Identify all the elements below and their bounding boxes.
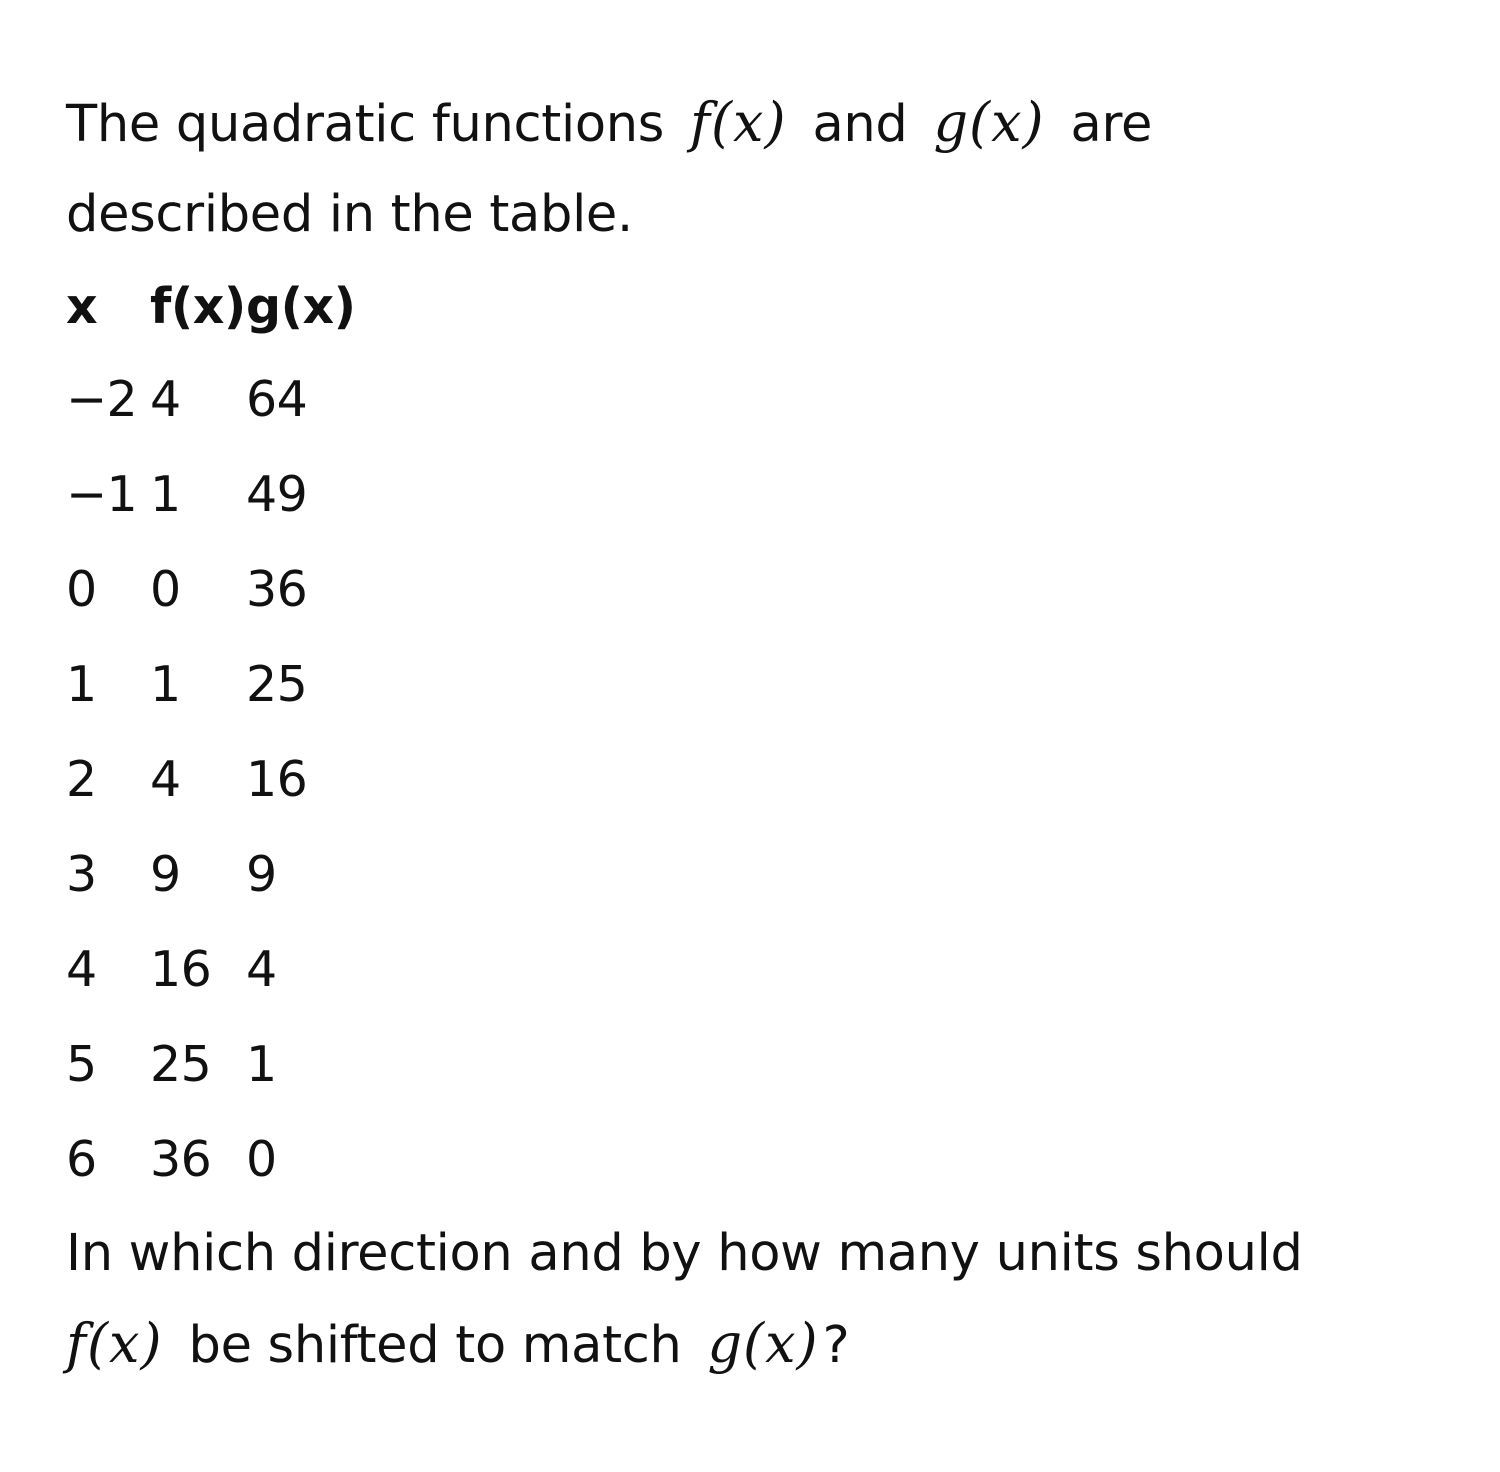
cell-g: 36 <box>246 561 308 618</box>
intro-text-after: are <box>1070 95 1153 154</box>
table-row <box>66 637 366 732</box>
table-header-row <box>66 260 366 352</box>
header-x: x <box>66 277 98 335</box>
question-middle: be shifted to match <box>188 1316 682 1375</box>
table-row <box>66 447 366 542</box>
header-g: g(x) <box>246 277 356 335</box>
table-row <box>66 732 366 827</box>
cell-f: 9 <box>150 846 181 903</box>
table-row <box>66 1017 366 1112</box>
function-values-table <box>66 260 366 1207</box>
question-mark: ? <box>822 1316 850 1375</box>
cell-x: −1 <box>66 466 138 523</box>
cell-g: 1 <box>246 1036 277 1093</box>
question-line1: In which direction and by how many units should <box>66 1224 1303 1283</box>
cell-g: 64 <box>246 371 308 428</box>
cell-x: 3 <box>66 846 97 903</box>
cell-f: 0 <box>150 561 181 618</box>
cell-f: 1 <box>150 656 181 713</box>
question-paragraph <box>66 1209 1446 1391</box>
cell-x: 0 <box>66 561 97 618</box>
cell-f: 1 <box>150 466 181 523</box>
cell-f: 25 <box>150 1036 212 1093</box>
cell-g: 0 <box>246 1131 277 1188</box>
table-row <box>66 922 366 1017</box>
intro-text-line2: described in the table. <box>66 185 633 244</box>
cell-f: 4 <box>150 751 181 808</box>
math-g-of-x: g(x) <box>707 1312 819 1375</box>
cell-f: 4 <box>150 371 181 428</box>
cell-g: 16 <box>246 751 308 808</box>
math-f-of-x: f(x) <box>689 91 787 154</box>
intro-text-before: The quadratic functions <box>66 95 665 154</box>
cell-g: 9 <box>246 846 277 903</box>
cell-x: 6 <box>66 1131 97 1188</box>
table-row <box>66 352 366 447</box>
cell-g: 4 <box>246 941 277 998</box>
cell-x: 5 <box>66 1036 97 1093</box>
problem-document <box>66 78 1446 1391</box>
cell-g: 25 <box>246 656 308 713</box>
cell-f: 16 <box>150 941 212 998</box>
table-row <box>66 542 366 637</box>
cell-x: 4 <box>66 941 97 998</box>
table-row <box>66 1112 366 1207</box>
cell-x: 2 <box>66 751 97 808</box>
header-f: f(x) <box>150 277 246 335</box>
math-g-of-x: g(x) <box>933 91 1045 154</box>
cell-g: 49 <box>246 466 308 523</box>
intro-paragraph <box>66 78 1446 260</box>
intro-text-middle: and <box>812 95 908 154</box>
cell-f: 36 <box>150 1131 212 1188</box>
cell-x: 1 <box>66 656 97 713</box>
math-f-of-x: f(x) <box>66 1312 163 1375</box>
cell-x: −2 <box>66 371 138 428</box>
table-row <box>66 827 366 922</box>
